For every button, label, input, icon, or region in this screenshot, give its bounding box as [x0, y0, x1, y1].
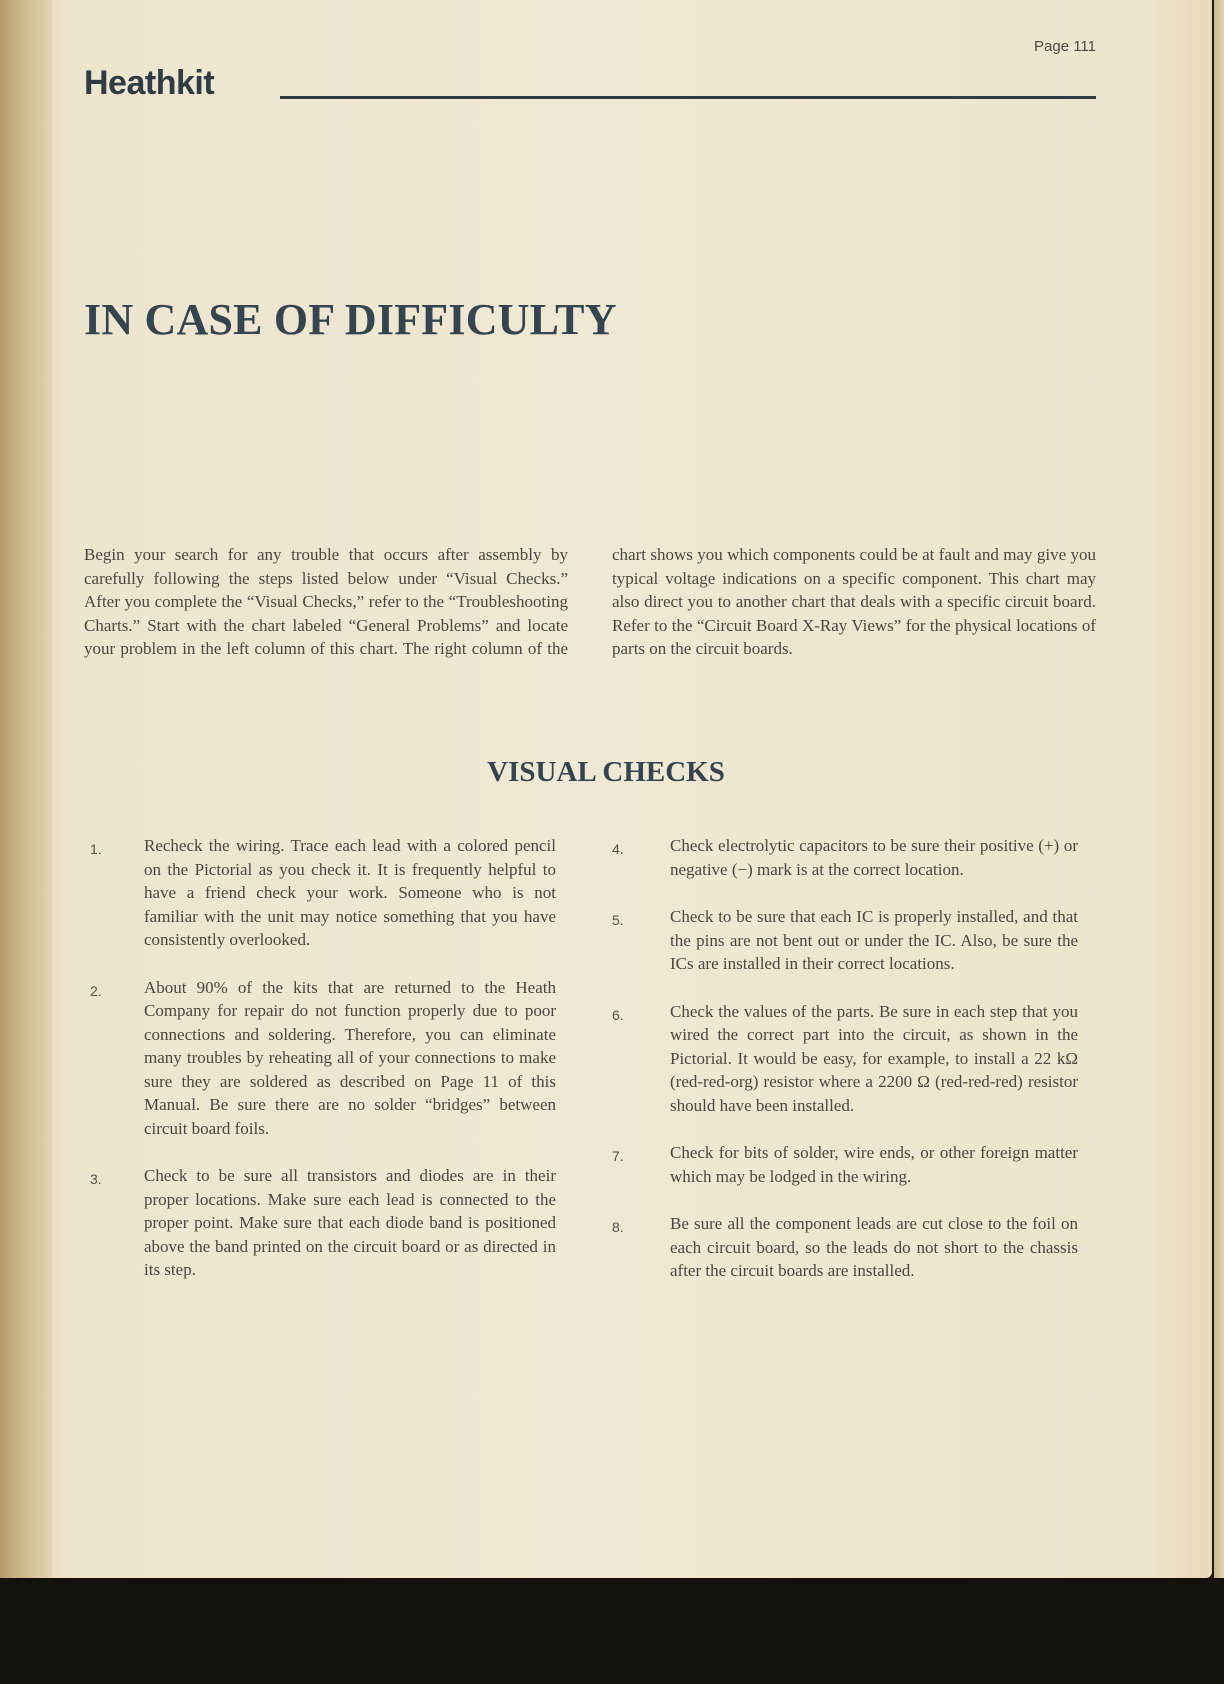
- intro-text-block: [84, 543, 1096, 661]
- check-item-4: [606, 834, 1078, 881]
- page-title: IN CASE OF DIFFICULTY: [84, 295, 617, 344]
- checks-right-column: [606, 834, 1078, 1307]
- check-item-number: 7.: [612, 1148, 624, 1164]
- page-spine-shadow: [0, 0, 52, 1578]
- check-item-number: 6.: [612, 1006, 624, 1023]
- background-surface: [0, 1578, 1224, 1684]
- checks-left-column: [84, 834, 556, 1306]
- check-item-text: About 90% of the kits that are returned to the Heath Company for repair do not function properly due to poor connections and soldering. Therefore, you can eliminate many troubles by reheating all of your connections to make sure they are soldered as described on Page 11 of this Manual. Be sure there are no solder “bridges” between circuit board foils.: [144, 977, 556, 1138]
- check-item-2: [84, 976, 556, 1141]
- check-item-number: 8.: [612, 1219, 624, 1235]
- check-item-text: Check to be sure that each IC is properly installed, and that the pins are not bent out or under the IC. Also, be sure the ICs are installed in their correct locations.: [670, 907, 1078, 973]
- check-item-text: Check the values of the parts. Be sure in each step that you wired the correct part into the circuit, as shown in the Pictorial. It would be easy, for example, to install a 22 kΩ (red-red-org) resistor where a 2200 Ω (red-red-red) resistor should have been installed.: [670, 1001, 1078, 1115]
- check-item-text: Check electrolytic capacitors to be sure their positive (+) or negative (−) mark is at the correct location.: [670, 836, 1078, 879]
- check-item-6: [606, 1000, 1078, 1118]
- page-right-edge: [1214, 0, 1224, 1600]
- check-item-number: 3.: [90, 1171, 102, 1187]
- check-item-7: [606, 1141, 1078, 1188]
- check-item-number: 2.: [90, 982, 102, 999]
- check-item-text: Check to be sure all transistors and diodes are in their proper locations. Make sure each lead is connected to the proper point. Make sure that each diode band is positioned above the band printed on the circuit board or as directed in its step.: [144, 1166, 556, 1279]
- check-item-number: 1.: [90, 841, 102, 857]
- visual-checks-heading: VISUAL CHECKS: [487, 756, 725, 788]
- check-item-number: 4.: [612, 841, 624, 857]
- brand-logo: Heathkit: [84, 64, 215, 102]
- check-item-number: 5.: [612, 912, 624, 928]
- intro-paragraph: Begin your search for any trouble that occurs after assembly by carefully following the steps listed below under “Visual Checks.” After you complete the “Visual Checks,” refer to the “Troubleshooting Charts.” Start with the chart labeled “General Problems” and locate your problem in the left column of this chart. The right column of the chart shows you which components could be at fault and may give you typical voltage indications on a specific component. This chart may also direct you to another chart that deals with a specific circuit board. Refer to the “Circuit Board X-Ray Views” for the physical locations of parts on the circuit boards.: [84, 545, 1096, 658]
- header-rule: [280, 96, 1096, 99]
- check-item-8: [606, 1212, 1078, 1283]
- check-item-3: [84, 1164, 556, 1282]
- check-item-5: [606, 905, 1078, 976]
- check-item-text: Check for bits of solder, wire ends, or other foreign matter which may be lodged in the wiring.: [670, 1143, 1078, 1186]
- page-number: Page 111: [1034, 38, 1096, 55]
- check-item-1: [84, 834, 556, 952]
- check-item-text: Recheck the wiring. Trace each lead with a colored pencil on the Pictorial as you check it. It is frequently helpful to have a friend check your work. Someone who is not familiar with the unit may notice something that you have consistently overlooked.: [144, 836, 556, 949]
- check-item-text: Be sure all the component leads are cut close to the foil on each circuit board, so the leads do not short to the chassis after the circuit boards are installed.: [670, 1214, 1078, 1280]
